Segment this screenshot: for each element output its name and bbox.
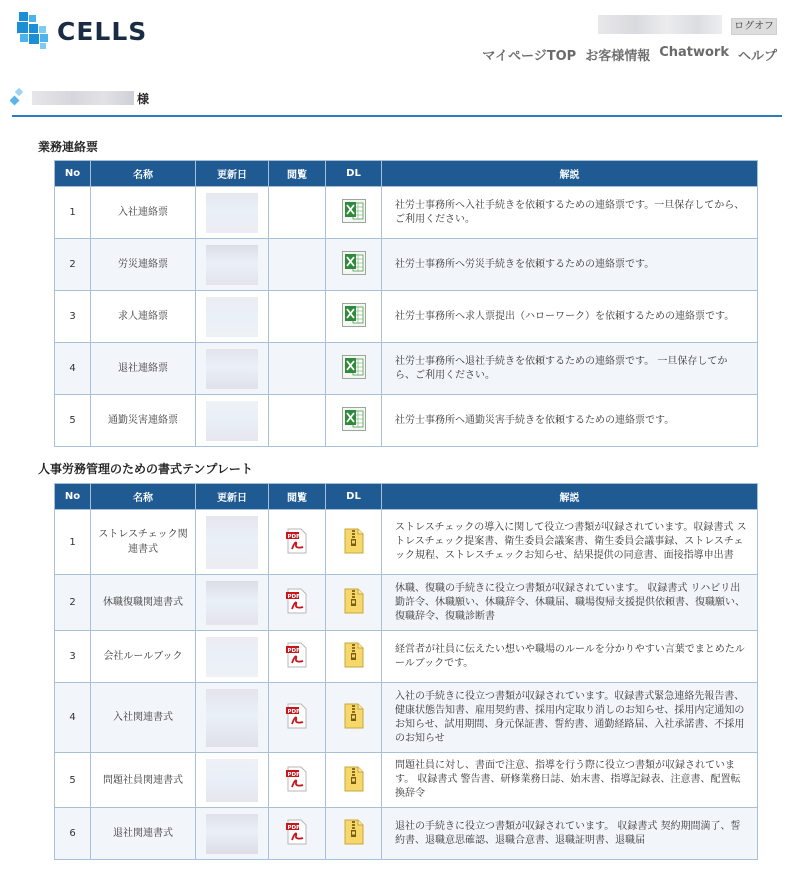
diamond-icon (10, 88, 28, 108)
column-header-description: 解説 (382, 161, 758, 187)
view-cell (269, 239, 326, 291)
view-cell (269, 395, 326, 447)
download-cell (326, 753, 382, 808)
document-name: 会社ルールブック (91, 631, 196, 683)
download-cell (326, 187, 382, 239)
table-row (55, 239, 758, 291)
table-row (55, 753, 758, 808)
description: 問題社員に対し、書面で注意、指導を行う際に役立つ書類が収録されています。 収録書式 警告書、研修業務日誌、始末書、指導記録表、注意書、配置転換辞令 (382, 753, 758, 808)
view-cell (269, 575, 326, 631)
row-number: 5 (55, 395, 91, 447)
svg-text:PDF: PDF (287, 533, 300, 540)
description: 経営者が社員に伝えたい想いや職場のルールを分かりやすい言葉でまとめたルールブックです。 (382, 631, 758, 683)
updated-date-redacted (196, 808, 269, 860)
excel-icon[interactable] (342, 251, 366, 275)
pdf-icon[interactable] (284, 588, 310, 614)
row-number: 2 (55, 575, 91, 631)
document-name: 退社関連書式 (91, 808, 196, 860)
divider (12, 115, 782, 117)
logo-text: CELLS (57, 16, 148, 46)
updated-date-redacted (196, 187, 269, 239)
redacted-date (206, 814, 258, 854)
updated-date-redacted (196, 239, 269, 291)
updated-date-redacted (196, 291, 269, 343)
table-row (55, 631, 758, 683)
column-header-no: No (55, 484, 91, 510)
table-header-row (55, 484, 758, 510)
honorific: 様 (137, 91, 150, 106)
description: ストレスチェックの導入に関して役立つ書類が収録されています。収録書式 ストレスチェック提案書、衛生委員会議案書、衛生委員会議事録、ストレスチェック規程、ストレスチェックお知らせ、結果提供の同意書、面接指導申出書 (382, 510, 758, 575)
redacted-date (206, 193, 258, 233)
zip-icon[interactable] (342, 766, 366, 792)
download-cell (326, 343, 382, 395)
updated-date-redacted (196, 343, 269, 395)
redacted-date (206, 759, 258, 802)
cells-logo[interactable] (17, 12, 147, 50)
document-name: 入社関連書式 (91, 683, 196, 753)
updated-date-redacted (196, 631, 269, 683)
view-cell (269, 683, 326, 753)
column-header-no: No (55, 161, 91, 187)
redacted-date (206, 297, 258, 337)
description: 退社の手続きに役立つ書類が収録されています。 収録書式 契約期間満了、誓約書、退職意思確認、退職合意書、退職証明書、退職届 (382, 808, 758, 860)
updated-date-redacted (196, 575, 269, 631)
row-number: 4 (55, 343, 91, 395)
column-header-description: 解説 (382, 484, 758, 510)
hr-templates-table (54, 483, 758, 860)
table-row (55, 575, 758, 631)
logout-button[interactable]: ログオフ (731, 18, 777, 35)
excel-icon[interactable] (342, 303, 366, 327)
redacted-date (206, 401, 258, 441)
document-name: 求人連絡票 (91, 291, 196, 343)
redacted-date (206, 581, 258, 625)
header (0, 0, 797, 70)
download-cell (326, 395, 382, 447)
section-title-hr-templates: 人事労務管理のための書式テンプレート (38, 462, 253, 476)
svg-text:PDF: PDF (287, 593, 300, 600)
updated-date-redacted (196, 395, 269, 447)
column-header-updated: 更新日 (196, 484, 269, 510)
document-name: 休職復職関連書式 (91, 575, 196, 631)
table-row (55, 187, 758, 239)
section-title-business-forms: 業務連絡票 (38, 140, 99, 154)
nav-customer-info[interactable]: お客様情報 (585, 49, 651, 64)
svg-text:PDF: PDF (287, 824, 300, 831)
document-name: 通勤災害連絡票 (91, 395, 196, 447)
redacted-date (206, 689, 258, 747)
description: 入社の手続きに役立つ書類が収録されています。収録書式緊急連絡先報告書、健康状態告知書、雇用契約書、採用内定取り消しのお知らせ、採用内定通知のお知らせ、試用期間、身元保証書、誓約書、通勤経路届、入社承諾書、不採用のお知らせ (382, 683, 758, 753)
description: 社労士事務所へ求人票提出（ハローワーク）を依頼するための連絡票です。 (382, 291, 758, 343)
download-cell (326, 575, 382, 631)
row-number: 4 (55, 683, 91, 753)
redacted-date (206, 245, 258, 285)
redacted-date (206, 637, 258, 677)
view-cell (269, 510, 326, 575)
document-name: 問題社員関連書式 (91, 753, 196, 808)
description: 社労士事務所へ労災手続きを依頼するための連絡票です。 (382, 239, 758, 291)
document-name: 退社連絡票 (91, 343, 196, 395)
row-number: 6 (55, 808, 91, 860)
row-number: 3 (55, 291, 91, 343)
document-name: 労災連絡票 (91, 239, 196, 291)
updated-date-redacted (196, 683, 269, 753)
download-cell (326, 631, 382, 683)
redacted-date (206, 349, 258, 389)
updated-date-redacted (196, 510, 269, 575)
pdf-icon[interactable] (284, 819, 310, 845)
table-row (55, 395, 758, 447)
view-cell (269, 187, 326, 239)
document-name: ストレスチェック関連書式 (91, 510, 196, 575)
column-header-name: 名称 (91, 161, 196, 187)
zip-icon[interactable] (342, 819, 366, 845)
nav-chatwork[interactable]: Chatwork (659, 45, 729, 60)
table-header-row (55, 161, 758, 187)
column-header-updated: 更新日 (196, 161, 269, 187)
table-row (55, 683, 758, 753)
column-header-name: 名称 (91, 484, 196, 510)
row-number: 1 (55, 510, 91, 575)
main-nav (482, 45, 777, 64)
main-content (0, 70, 797, 871)
row-number: 3 (55, 631, 91, 683)
document-name: 入社連絡票 (91, 187, 196, 239)
description: 休職、復職の手続きに役立つ書類が収録されています。 収録書式 リハビリ出勤許令、休職願い、休職辞令、休職届、職場復帰支援提供依頼書、復職願い、復職辞令、復職診断書 (382, 575, 758, 631)
zip-icon[interactable] (342, 588, 366, 614)
redacted-date (206, 516, 258, 569)
greeting (10, 88, 149, 108)
row-number: 1 (55, 187, 91, 239)
nav-mypage-top[interactable]: マイページTOP (482, 49, 577, 64)
view-cell (269, 291, 326, 343)
download-cell (326, 291, 382, 343)
download-cell (326, 239, 382, 291)
description: 社労士事務所へ通勤災害手続きを依頼するための連絡票です。 (382, 395, 758, 447)
excel-icon[interactable] (342, 355, 366, 379)
zip-icon[interactable] (342, 642, 366, 668)
excel-icon[interactable] (342, 199, 366, 223)
row-number: 2 (55, 239, 91, 291)
updated-date-redacted (196, 753, 269, 808)
row-number: 5 (55, 753, 91, 808)
view-cell (269, 343, 326, 395)
user-name-redacted (598, 15, 722, 34)
column-header-dl: DL (326, 161, 382, 187)
pdf-icon[interactable] (284, 528, 310, 554)
view-cell (269, 631, 326, 683)
pdf-icon[interactable] (284, 642, 310, 668)
pdf-icon[interactable] (284, 766, 310, 792)
customer-name-redacted (32, 91, 134, 105)
download-cell (326, 510, 382, 575)
business-forms-table (54, 160, 758, 447)
view-cell (269, 808, 326, 860)
view-cell (269, 753, 326, 808)
description: 社労士事務所へ入社手続きを依頼するための連絡票です。一旦保存してから、ご利用ください。 (382, 187, 758, 239)
table-row (55, 510, 758, 575)
column-header-dl: DL (326, 484, 382, 510)
nav-help[interactable]: ヘルプ (737, 49, 777, 64)
download-cell (326, 808, 382, 860)
table-row (55, 808, 758, 860)
column-header-view: 閲覧 (269, 161, 326, 187)
column-header-view: 閲覧 (269, 484, 326, 510)
description: 社労士事務所へ退社手続きを依頼するための連絡票です。 一旦保存してから、ご利用ください。 (382, 343, 758, 395)
svg-text:PDF: PDF (287, 647, 300, 654)
svg-text:PDF: PDF (287, 708, 300, 715)
zip-icon[interactable] (342, 703, 366, 729)
pdf-icon[interactable] (284, 703, 310, 729)
table-row (55, 291, 758, 343)
svg-text:PDF: PDF (287, 771, 300, 778)
zip-icon[interactable] (342, 528, 366, 554)
excel-icon[interactable] (342, 407, 366, 431)
download-cell (326, 683, 382, 753)
cells-logo-icon (17, 12, 51, 50)
table-row (55, 343, 758, 395)
